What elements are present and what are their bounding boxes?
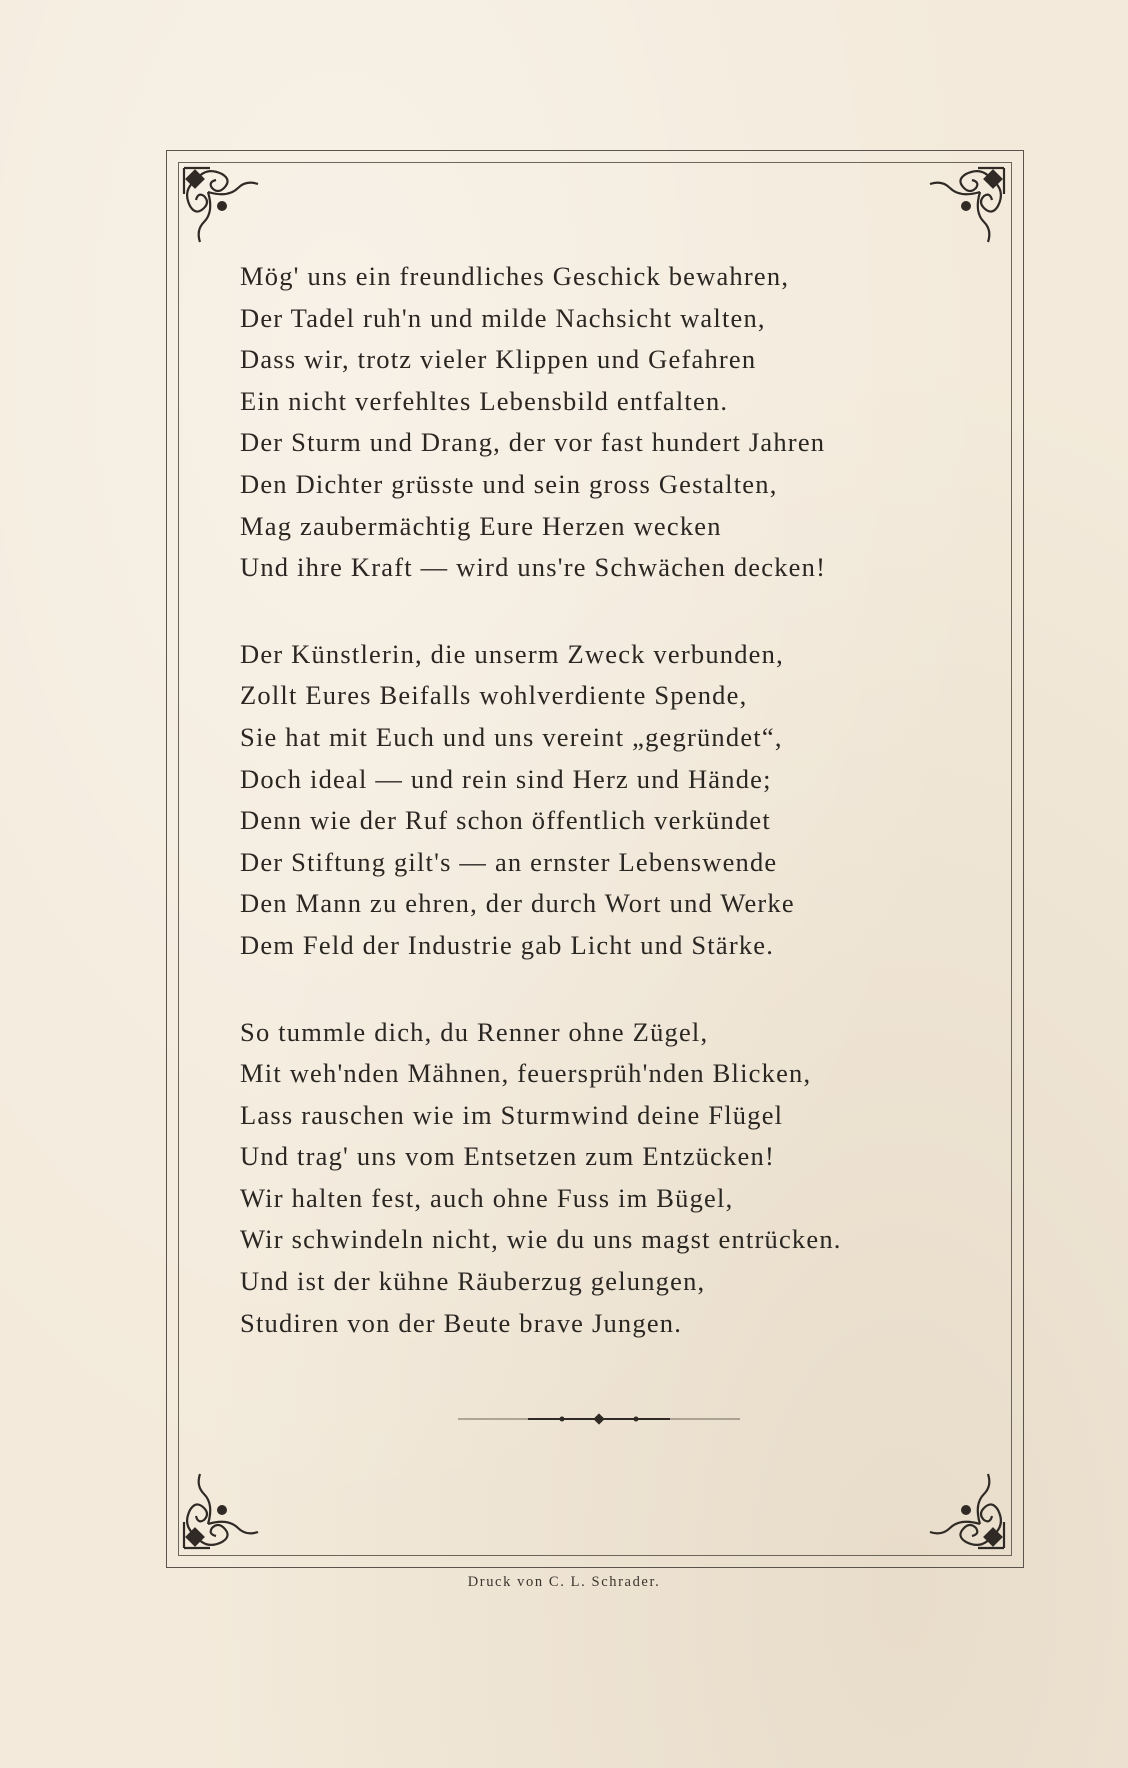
poem-line: Mög' uns ein freundliches Geschick bewahren, <box>240 261 790 291</box>
poem-line: Doch ideal — und rein sind Herz und Hände; <box>240 763 772 794</box>
poem-line: Und ist der kühne Räuberzug gelungen, <box>240 1266 706 1297</box>
stanza <box>240 634 960 967</box>
poem-line: Dem Feld der Industrie gab Licht und Stärke. <box>240 929 775 960</box>
poem-line: Mag zaubermächtig Eure Herzen wecken <box>240 510 722 541</box>
poem-line: Lass rauschen wie im Sturmwind deine Flügel <box>240 1099 784 1130</box>
poem <box>240 256 960 1344</box>
poem-line: Sie hat mit Euch und uns vereint „gegründet“, <box>240 721 783 752</box>
poem-line: Und trag' uns vom Entsetzen zum Entzücken! <box>240 1141 775 1172</box>
poem-line: Der Stiftung gilt's — an ernster Lebenswende <box>240 846 778 877</box>
poem-line: Der Künstlerin, die unserm Zweck verbunden, <box>240 638 784 669</box>
corner-flourish-icon <box>918 1462 1010 1554</box>
poem-line: Ein nicht verfehltes Lebensbild entfalten. <box>240 385 729 416</box>
dash-dot-divider-icon <box>458 1410 740 1422</box>
printer-imprint: Druck von C. L. Schrader. <box>467 1574 661 1590</box>
stanza <box>240 256 960 589</box>
poem-line: Der Tadel ruh'n und milde Nachsicht walten, <box>240 302 766 333</box>
poem-line: Zollt Eures Beifalls wohlverdiente Spende, <box>240 680 748 711</box>
poem-line: Den Mann zu ehren, der durch Wort und Werke <box>240 888 795 919</box>
poem-line: Studiren von der Beute brave Jungen. <box>240 1307 683 1338</box>
poem-line: So tummle dich, du Renner ohne Zügel, <box>240 1016 709 1047</box>
poem-line: Und ihre Kraft — wird uns're Schwächen decken! <box>240 552 827 583</box>
poem-line: Der Sturm und Drang, der vor fast hundert Jahren <box>240 427 826 458</box>
poem-line: Den Dichter grüsste und sein gross Gestalten, <box>240 468 778 499</box>
poem-line: Mit weh'nden Mähnen, feuersprüh'nden Blicken, <box>240 1058 812 1089</box>
stanza <box>240 1012 960 1345</box>
corner-flourish-icon <box>178 1462 270 1554</box>
corner-flourish-icon <box>178 162 270 254</box>
poem-line: Dass wir, trotz vieler Klippen und Gefahren <box>240 344 757 375</box>
poem-line: Wir schwindeln nicht, wie du uns magst entrücken. <box>240 1224 842 1255</box>
poem-line: Denn wie der Ruf schon öffentlich verkündet <box>240 805 771 836</box>
corner-flourish-icon <box>918 162 1010 254</box>
poem-line: Wir halten fest, auch ohne Fuss im Bügel, <box>240 1182 734 1213</box>
